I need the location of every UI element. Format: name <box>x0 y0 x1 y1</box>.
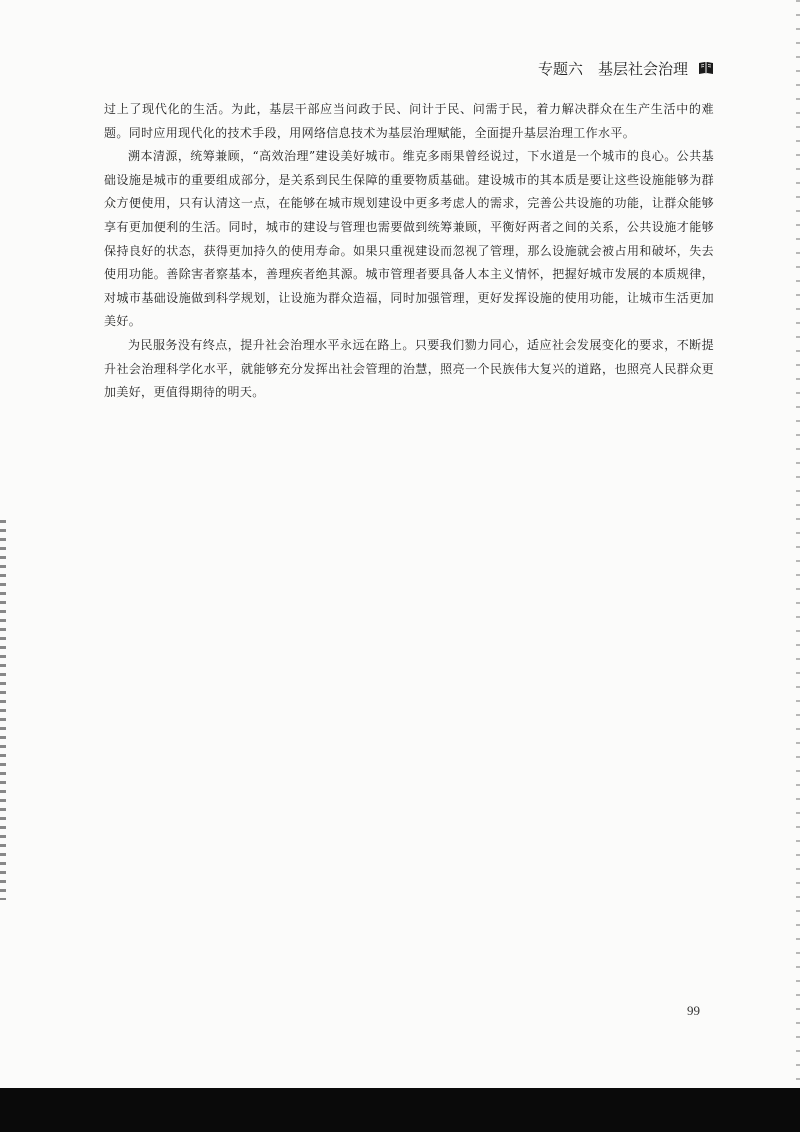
paragraph-2: 溯本清源，统筹兼顾，“高效治理”建设美好城市。维克多雨果曾经说过，下水道是一个城市的良心。公共基础设施是城市的重要组成部分，是关系到民生保障的重要物质基础。建设城市的其本质是要让这些设施能够为群众方便使用，只有认清这一点，在能够在城市规划建设中更多考虑人的需求，完善公共设施的功能，让群众能够享有更加便利的生活。同时，城市的建设与管理也需要做到统筹兼顾，平衡好两者之间的关系，公共设施才能够保持良好的状态，获得更加持久的使用寿命。如果只重视建设而忽视了管理，那么设施就会被占用和破坏，失去使用功能。善除害者察基本，善理疾者绝其源。城市管理者要具备人本主义情怀，把握好城市发展的本质规律，对城市基础设施做到科学规划，让设施为群众造福，同时加强管理，更好发挥设施的使用功能，让城市生活更加美好。 <box>104 149 714 329</box>
book-icon <box>698 61 714 76</box>
running-header <box>538 58 714 79</box>
scan-edge-left <box>0 520 6 900</box>
paragraph-3: 为民服务没有终点，提升社会治理水平永远在路上。只要我们勠力同心，适应社会发展变化的要求，不断提升社会治理科学化水平，就能够充分发挥出社会管理的治慧，照亮一个民族伟大复兴的道路，也照亮人民群众更加美好，更值得期待的明天。 <box>104 337 714 400</box>
scan-bottom-band <box>0 1088 800 1132</box>
paragraph-1: 过上了现代化的生活。为此，基层干部应当问政于民、问计于民、问需于民，着力解决群众在生产生活中的难题。同时应用现代化的技术手段，用网络信息技术为基层治理赋能，全面提升基层治理工作水平。 <box>104 102 714 140</box>
scan-edge-right <box>796 0 800 1088</box>
page-number: 99 <box>687 1003 700 1018</box>
body-text <box>104 98 714 405</box>
header-title: 专题六 基层社会治理 <box>537 60 688 78</box>
